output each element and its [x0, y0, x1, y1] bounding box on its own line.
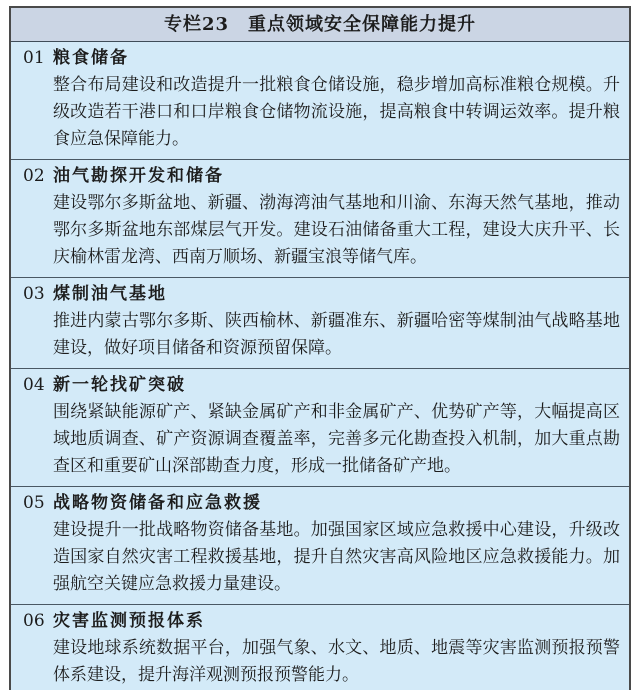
section-header [23, 608, 620, 635]
section-body-text: 推进内蒙古鄂尔多斯、陕西榆林、新疆准东、新疆哈密等煤制油气战略基地建设，做好项目储备和资源预留保障。 [53, 311, 620, 358]
section-number: 01 [23, 48, 45, 68]
section-body-text: 整合布局建设和改造提升一批粮食仓储设施，稳步增加高标准粮仓规模。升级改造若干港口和口岸粮食仓储物流设施，提高粮食中转调运效率。提升粮食应急保障能力。 [53, 75, 620, 149]
section-strategic-reserves-rescue [11, 486, 629, 604]
section-coal-to-oil-gas-bases [11, 277, 629, 368]
section-heading: 新一轮找矿突破 [53, 375, 186, 395]
section-header [23, 281, 620, 308]
section-number: 06 [23, 611, 45, 631]
section-header [23, 490, 620, 517]
section-oil-gas-exploration [11, 159, 629, 277]
section-number: 02 [23, 166, 45, 186]
section-body-text: 建设提升一批战略物资储备基地。加强国家区域应急救援中心建设，升级改造国家自然灾害工程救援基地，提升自然灾害高风险地区应急救援能力。加强航空关键应急救援力量建设。 [53, 520, 620, 594]
section-number: 05 [23, 493, 45, 513]
section-body-text: 建设地球系统数据平台，加强气象、水文、地质、地震等灾害监测预报预警体系建设，提升海洋观测预报预警能力。 [53, 638, 620, 685]
section-header [23, 372, 620, 399]
section-grain-reserves [11, 42, 629, 159]
section-number: 03 [23, 284, 45, 304]
section-body-text: 建设鄂尔多斯盆地、新疆、渤海湾油气基地和川渝、东海天然气基地，推动鄂尔多斯盆地东部煤层气开发。建设石油储备重大工程，建设大庆升平、长庆榆林雷龙湾、西南万顺场、新疆宝浪等储气库。 [53, 193, 620, 267]
section-mineral-prospecting [11, 368, 629, 486]
section-body-text: 围绕紧缺能源矿产、紧缺金属矿产和非金属矿产、优势矿产等，大幅提高区域地质调查、矿产资源调查覆盖率，完善多元化勘查投入机制，加大重点勘查区和重要矿山深部勘查力度，形成一批储备矿产地。 [53, 402, 620, 476]
column-title: 专栏23 重点领域安全保障能力提升 [11, 8, 629, 42]
section-heading: 灾害监测预报体系 [53, 611, 205, 631]
column-box [9, 6, 631, 690]
section-header [23, 163, 620, 190]
section-heading: 煤制油气基地 [53, 284, 167, 304]
section-disaster-monitoring [11, 604, 629, 690]
section-heading: 战略物资储备和应急救援 [53, 493, 262, 513]
section-heading: 油气勘探开发和储备 [53, 166, 224, 186]
section-header [23, 45, 620, 72]
section-heading: 粮食储备 [53, 48, 129, 68]
section-number: 04 [23, 375, 45, 395]
